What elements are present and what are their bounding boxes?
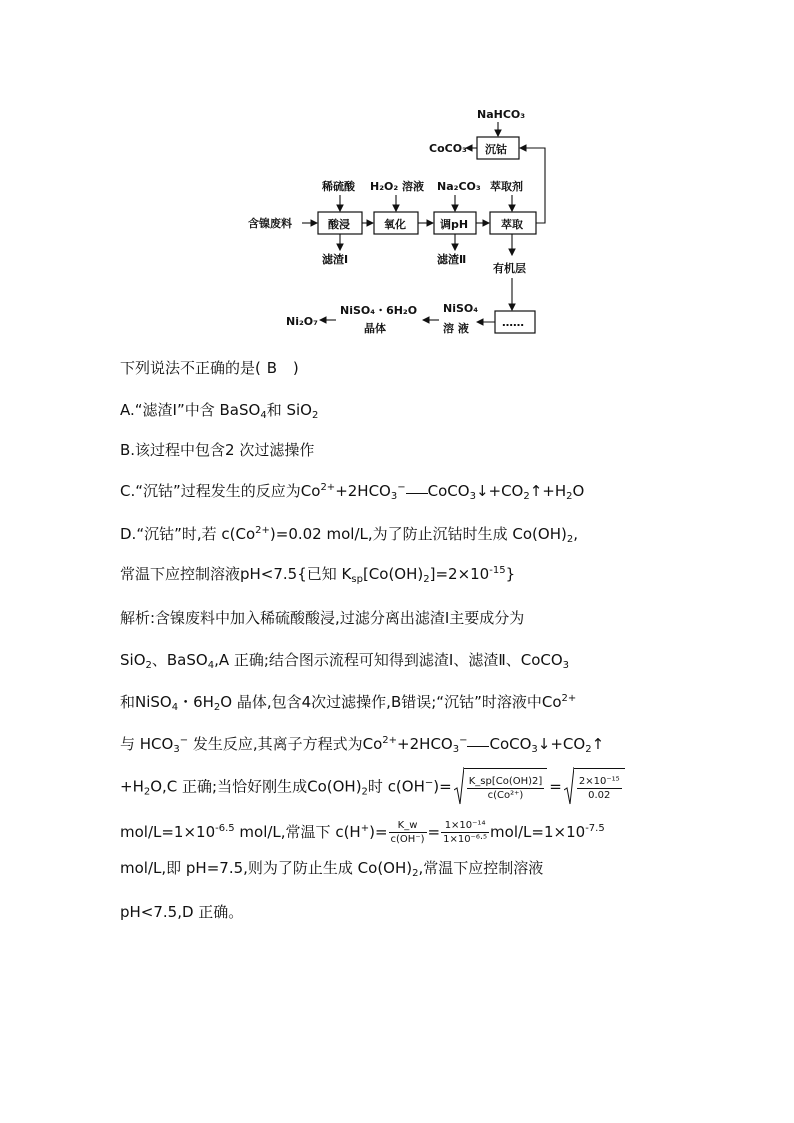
label-ni2o7: Ni₂O₇ [286,315,318,328]
d-3: , [573,525,578,543]
solution-line-5 [120,768,627,806]
d-sub3: 2 [423,574,430,585]
c-4: ↓+CO [475,482,524,500]
sol-l3-3: O 晶体,包含4次过滤操作,B错误;“沉钴”时溶液中Co [220,693,562,711]
sol-l7-sub: 2 [412,868,419,879]
label-niso4-solution: NiSO₄ [443,302,479,315]
d-sup2: -15 [489,565,506,576]
box-ellipsis-label: …… [502,316,524,329]
sol-l7: mol/L,即 pH=7.5,则为了防止生成 Co(OH) [120,859,413,877]
sol-l5-2: O,C 正确;当恰好刚生成Co(OH) [150,777,362,796]
box-adjust-ph-label: 调pH [440,218,469,231]
sol-l4-6: ↑ [591,735,605,753]
sqrt-expression-1 [454,768,548,806]
c-sub4: 2 [566,491,573,502]
sol-l4-5: ↓+CO [537,735,586,753]
stem-close: ) [292,359,299,377]
sol-l5-3: 时 c(OH [367,777,425,796]
fraction-kw-values [441,819,489,846]
d-sup1: 2+ [255,525,270,536]
box-oxidation-label: 氧化 [384,218,406,231]
sol-l5-eq: = [549,777,562,796]
fraction-ksp [467,775,545,802]
sol-l6-2: mol/L,常温下 c(H [234,823,361,841]
fraction-kw [389,819,427,846]
label-extractant: 萃取剂 [490,180,523,193]
sol-l4-sup3: − [459,735,468,746]
sol-l6-1: mol/L=1×10 [120,823,216,841]
sol-l1: 解析:含镍废料中加入稀硫酸酸浸,过滤分离出滤渣Ⅰ主要成分为 [120,609,525,627]
sol-l6-4: mol/L=1×10 [490,823,586,841]
sol-l4-sub3: 3 [531,744,538,755]
c-5: ↑+H [529,482,567,500]
frac-ksp-num: K_sp[Co(OH)2] [468,776,543,787]
label-acid: 稀硫酸 [322,180,355,193]
solution-line-7 [120,858,543,878]
solution-line-3 [120,692,576,712]
option-d-line2 [120,564,515,584]
c-sub1: 3 [390,491,398,502]
sol-l5-4: )= [433,777,452,796]
option-b [120,440,314,460]
label-residue1: 滤渣Ⅰ [322,253,349,266]
c-1: C.“沉钴”过程发生的反应为Co [120,482,321,500]
sol-l8: pH<7.5,D 正确。 [120,903,244,921]
option-d-line1 [120,524,578,544]
reaction-arrow-2 [467,740,489,750]
sol-l5-sub2: 2 [361,786,368,798]
frac-values-den: 0.02 [588,790,611,801]
fraction-values [577,775,622,802]
sol-l5-sub1: 2 [143,786,151,798]
sol-l2-1: SiO [120,651,146,669]
reaction-arrow [406,487,428,497]
sol-l4-4: CoCO [489,735,532,753]
sqrt-expression-2 [564,768,625,806]
solution-line-2 [120,650,569,670]
d-2: )=0.02 mol/L,为了防止沉钴时生成 Co(OH) [269,525,567,543]
sol-l2-2: 、BaSO [151,651,208,669]
box-extraction-label: 萃取 [501,218,523,231]
d-l2-4: } [505,565,516,583]
label-h2o2: H₂O₂ 溶液 [370,180,425,193]
sol-l4-sup1: − [179,735,189,746]
sol-l2-sub2: 4 [207,660,215,671]
sol-l3-sub1: 4 [171,702,179,713]
frac-kw-values-den: 1×10⁻⁶·⁵ [443,834,488,845]
option-b-text: B.该过程中包含2 次过滤操作 [120,441,315,459]
c-sub3: 2 [523,491,530,502]
box-acid-leach-label: 酸浸 [328,218,350,231]
label-crystal: 晶体 [364,322,386,335]
solution-line-6 [120,818,605,846]
sol-l2-sub3: 3 [562,660,570,671]
sol-l4-2: 发生反应,其离子方程式为Co [188,735,383,753]
d-sub2: sp [351,574,363,585]
label-coco3: CoCO₃ [429,142,467,155]
option-a [120,400,318,420]
sol-l3-sup1: 2+ [561,693,577,704]
label-feed: 含镍废料 [248,217,292,230]
label-nahco3: NaHCO₃ [477,108,526,121]
sol-l3-2: ・6H [178,693,214,711]
c-sub2: 3 [469,491,476,502]
sol-l6-sup2: + [360,823,370,834]
sol-l2-sub1: 2 [145,660,152,671]
d-sub1: 2 [566,534,574,545]
frac-values-num: 2×10⁻¹⁵ [578,776,620,787]
label-na2co3: Na₂CO₃ [437,180,481,193]
answer-choice: B [266,359,277,377]
sol-l5-sup1: − [424,777,434,789]
solution-line-8 [120,902,243,922]
c-2: +2HCO [335,482,391,500]
frac-kw-num: K_w [389,819,427,833]
sol-l4-sub4: 2 [585,744,592,755]
sol-l6-eq: = [427,823,441,841]
process-flowchart [240,100,560,340]
sol-l2-3: ,A 正确;结合图示流程可知得到滤渣Ⅰ、滤渣Ⅱ、CoCO [214,651,563,669]
c-6: O [572,482,585,500]
sol-l3-1: 和NiSO [120,693,172,711]
option-a-sub: 4 [260,410,267,421]
solution-line-1 [120,608,524,628]
sol-l7-2: ,常温下应控制溶液 [418,859,544,877]
label-residue2: 滤渣Ⅱ [437,253,467,266]
sol-l4-sub2: 3 [452,744,460,755]
option-a-text: A.“滤渣Ⅰ”中含 BaSO [120,401,261,419]
sol-l6-sup1: -6.5 [215,823,235,834]
sol-l4-1: 与 HCO [120,735,174,753]
sol-l3-sub2: 2 [213,702,221,713]
label-organic-layer: 有机层 [493,262,526,275]
label-solution: 溶 液 [443,322,469,335]
c-sup1: 2+ [320,482,336,493]
question-stem [120,358,299,378]
frac-kw-den: c(OH⁻) [390,834,425,845]
d-l2-2: [Co(OH) [362,565,424,583]
option-a-sub-2: 2 [311,410,319,421]
sol-l4-sup2: 2+ [382,735,398,746]
c-3: CoCO [427,482,470,500]
sol-l4-sub1: 3 [173,744,180,755]
sol-l6-3: )= [369,823,388,841]
frac-ksp-den: c(Co²⁺) [487,790,524,801]
stem-text: 下列说法不正确的是( [120,359,261,377]
sol-l5-1: +H [120,777,144,796]
box-chengu-label: 沉钴 [485,143,507,156]
c-sup2: − [397,482,406,493]
d-l2-1: 常温下应控制溶液pH<7.5{已知 K [120,565,352,583]
d-1: D.“沉钴”时,若 c(Co [120,525,256,543]
d-l2-3: ]=2×10 [429,565,490,583]
option-c [120,481,584,501]
frac-kw-values-num: 1×10⁻¹⁴ [441,819,489,833]
sol-l6-sup3: -7.5 [585,823,605,834]
label-crystal-formula: NiSO₄・6H₂O [340,304,418,317]
solution-line-4 [120,734,604,754]
sol-l4-3: +2HCO [397,735,453,753]
option-a-text-2: 和 SiO [266,401,312,419]
